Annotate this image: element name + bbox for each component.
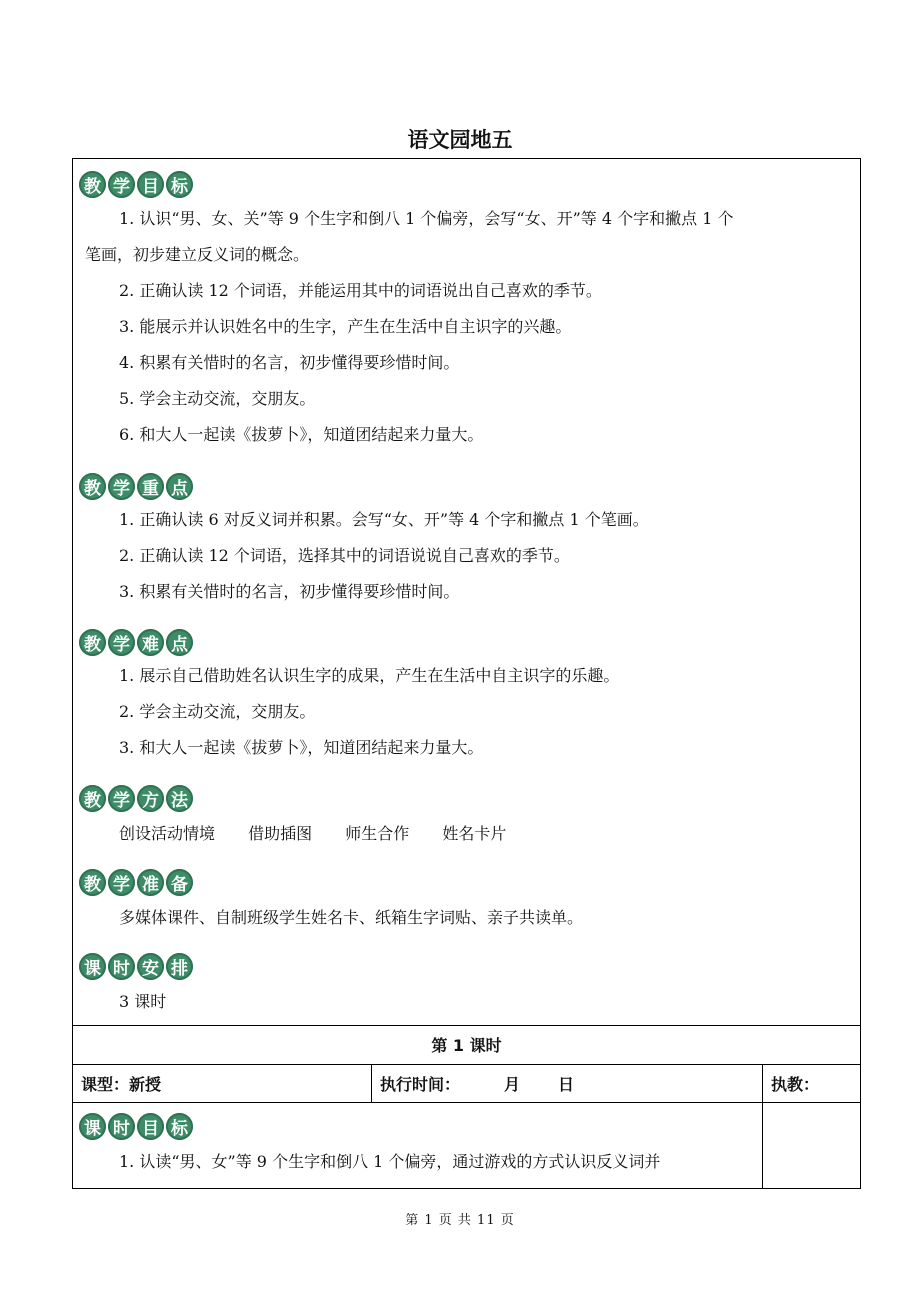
badge-char: 课 bbox=[79, 953, 106, 980]
execution-time-label: 执行时间： bbox=[380, 1075, 461, 1094]
difficulty-item: 2. 学会主动交流，交朋友。 bbox=[119, 702, 316, 721]
key-point-item: 2. 正确认读 12 个词语，选择其中的词语说说自己喜欢的季节。 bbox=[119, 546, 570, 565]
key-point-item: 3. 积累有关惜时的名言，初步懂得要珍惜时间。 bbox=[119, 582, 460, 601]
goal-item: 2. 正确认读 12 个词语，并能运用其中的词语说出自己喜欢的季节。 bbox=[119, 281, 602, 300]
section-difficulties bbox=[73, 629, 860, 766]
goal-item: 1. 认识“男、女、关”等 9 个生字和倒八 1 个偏旁，会写“女、开”等 4 个字和撇点 1 个 bbox=[119, 209, 734, 228]
badge-char: 备 bbox=[166, 869, 193, 896]
lesson-meta-row bbox=[72, 1065, 861, 1103]
goal-item: 4. 积累有关惜时的名言，初步懂得要珍惜时间。 bbox=[119, 353, 460, 372]
preparation-item: 多媒体课件、自制班级学生姓名卡、纸箱生字词贴、亲子共读单。 bbox=[119, 908, 584, 927]
method-item: 借助插图 bbox=[248, 824, 313, 843]
goal-item: 6. 和大人一起读《拔萝卜》，知道团结起来力量大。 bbox=[119, 425, 484, 444]
badge-difficulties bbox=[79, 629, 860, 656]
badge-char: 教 bbox=[79, 171, 106, 198]
method-item: 姓名卡片 bbox=[442, 824, 507, 843]
badge-char: 课 bbox=[79, 1113, 106, 1140]
lesson-goal-cell bbox=[73, 1103, 763, 1188]
badge-char: 方 bbox=[137, 785, 164, 812]
badge-char: 法 bbox=[166, 785, 193, 812]
badge-char: 标 bbox=[166, 1113, 193, 1140]
badge-char: 目 bbox=[137, 171, 164, 198]
badge-char: 目 bbox=[137, 1113, 164, 1140]
badge-char: 点 bbox=[166, 629, 193, 656]
month-label: 月 bbox=[504, 1075, 521, 1094]
methods-line bbox=[73, 816, 860, 852]
badge-char: 学 bbox=[108, 629, 135, 656]
key-point-item: 1. 正确认读 6 对反义词并积累。会写“女、开”等 4 个字和撇点 1 个笔画。 bbox=[119, 510, 649, 529]
badge-char: 学 bbox=[108, 785, 135, 812]
lesson-goal-row bbox=[72, 1103, 861, 1189]
badge-char: 安 bbox=[137, 953, 164, 980]
section-methods bbox=[73, 785, 860, 852]
badge-char: 教 bbox=[79, 473, 106, 500]
badge-teaching-goals bbox=[79, 171, 860, 198]
section-key-points bbox=[73, 473, 860, 610]
page-title: 语文园地五 bbox=[407, 128, 513, 152]
badge-char: 时 bbox=[108, 1113, 135, 1140]
badge-char: 教 bbox=[79, 785, 106, 812]
badge-lesson-goals bbox=[79, 1113, 762, 1140]
badge-char: 教 bbox=[79, 629, 106, 656]
badge-char: 时 bbox=[108, 953, 135, 980]
goal-item: 5. 学会主动交流，交朋友。 bbox=[119, 389, 316, 408]
teacher-field: 执教： bbox=[771, 1075, 820, 1094]
lesson-heading: 第 1 课时 bbox=[72, 1026, 861, 1065]
execution-time bbox=[372, 1065, 763, 1102]
badge-schedule bbox=[79, 953, 860, 980]
section-preparation bbox=[73, 869, 860, 936]
difficulty-item: 1. 展示自己借助姓名认识生字的成果，产生在生活中自主识字的乐趣。 bbox=[119, 666, 620, 685]
schedule-item: 3 课时 bbox=[119, 992, 167, 1011]
lesson-plan-overview bbox=[72, 158, 861, 1026]
section-schedule bbox=[73, 953, 860, 1020]
badge-char: 排 bbox=[166, 953, 193, 980]
badge-char: 教 bbox=[79, 869, 106, 896]
goal-item: 3. 能展示并认识姓名中的生字，产生在生活中自主识字的兴趣。 bbox=[119, 317, 572, 336]
badge-methods bbox=[79, 785, 860, 812]
badge-key-points bbox=[79, 473, 860, 500]
badge-char: 学 bbox=[108, 869, 135, 896]
badge-char: 准 bbox=[137, 869, 164, 896]
badge-char: 学 bbox=[108, 473, 135, 500]
badge-char: 标 bbox=[166, 171, 193, 198]
badge-char: 点 bbox=[166, 473, 193, 500]
section-teaching-goals bbox=[73, 171, 860, 453]
goal-item-continued: 笔画，初步建立反义词的概念。 bbox=[85, 245, 310, 264]
page-footer: 第 1 页 共 11 页 bbox=[405, 1213, 515, 1228]
badge-preparation bbox=[79, 869, 860, 896]
lesson-type: 课型：新授 bbox=[73, 1065, 372, 1102]
day-label: 日 bbox=[558, 1075, 575, 1094]
badge-char: 重 bbox=[137, 473, 164, 500]
badge-char: 学 bbox=[108, 171, 135, 198]
lesson-goal-item: 1. 认读“男、女”等 9 个生字和倒八 1 个偏旁，通过游戏的方式认识反义词并 bbox=[119, 1152, 661, 1171]
difficulty-item: 3. 和大人一起读《拔萝卜》，知道团结起来力量大。 bbox=[119, 738, 484, 757]
method-item: 师生合作 bbox=[345, 824, 410, 843]
method-item: 创设活动情境 bbox=[119, 824, 216, 843]
badge-char: 难 bbox=[137, 629, 164, 656]
lesson-goal-side-cell bbox=[763, 1103, 860, 1188]
